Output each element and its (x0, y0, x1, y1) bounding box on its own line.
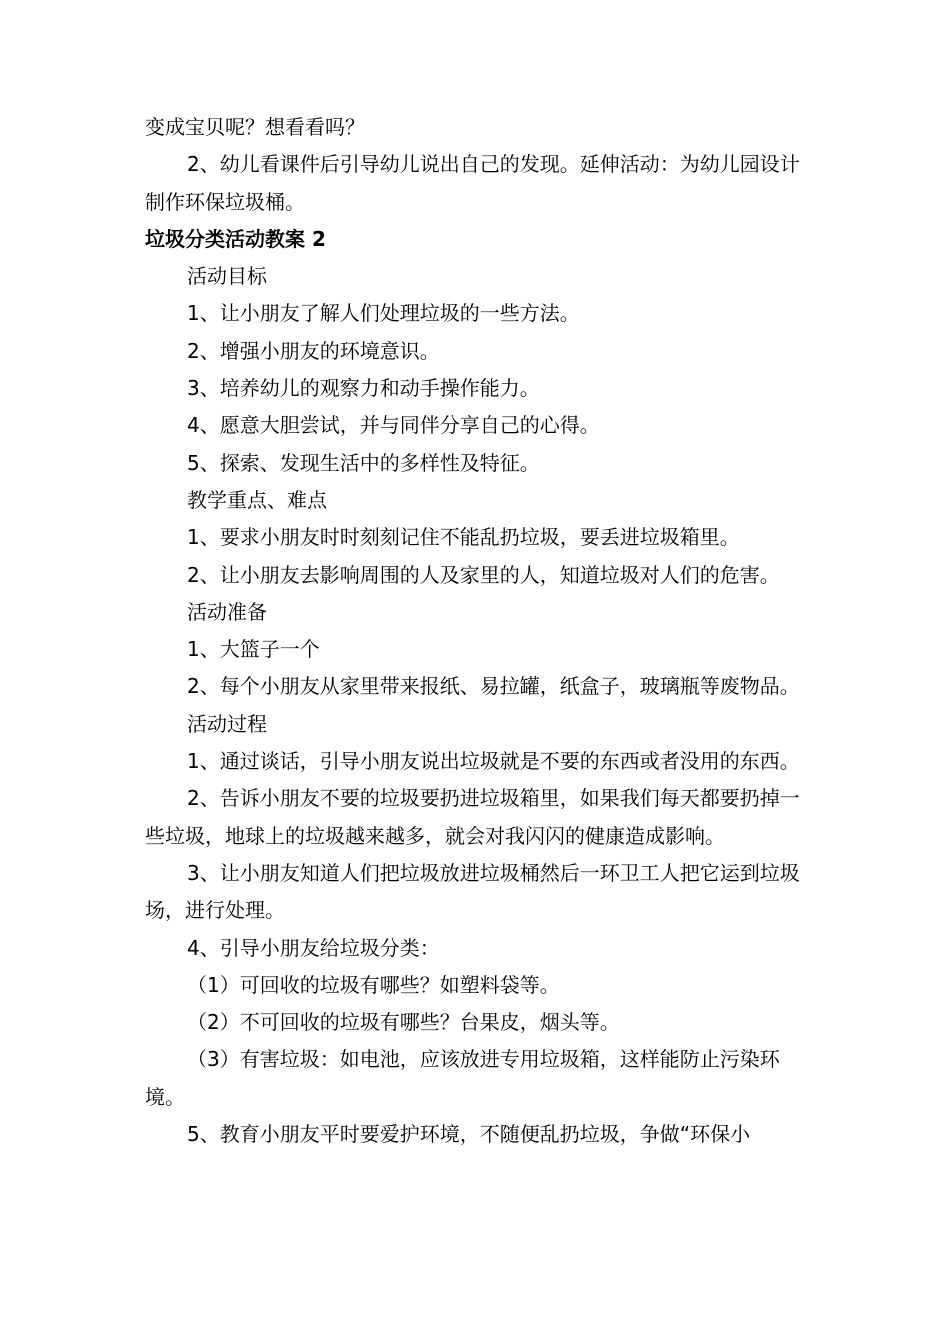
key-point-item: 1、要求小朋友时时刻刻记住不能乱扔垃圾，要丢进垃圾箱里。 (187, 525, 740, 550)
goals-heading: 活动目标 (187, 264, 267, 289)
goal-item: 3、培养幼儿的观察力和动手操作能力。 (187, 376, 540, 401)
paragraph-intro-item-2: 2、幼儿看课件后引导幼儿说出自己的发现。延伸活动：为幼儿园设计制作环保垃圾桶。 (145, 152, 800, 214)
process-subitem: （2）不可回收的垃圾有哪些？台果皮，烟头等。 (187, 1010, 620, 1035)
process-item: 3、让小朋友知道人们把垃圾放进垃圾桶然后一环卫工人把它运到垃圾场，进行处理。 (145, 860, 800, 923)
key-point-item: 2、让小朋友去影响周围的人及家里的人，知道垃圾对人们的危害。 (187, 562, 780, 587)
preparation-heading: 活动准备 (187, 599, 267, 624)
document-body (145, 109, 817, 1153)
process-item: 1、通过谈话，引导小朋友说出垃圾就是不要的东西或者没用的东西。 (187, 749, 800, 774)
goal-item: 1、让小朋友了解人们处理垃圾的一些方法。 (187, 301, 580, 326)
goal-item: 2、增强小朋友的环境意识。 (187, 338, 440, 363)
preparation-item: 1、大篮子一个 (187, 637, 320, 662)
preparation-item: 2、每个小朋友从家里带来报纸、易拉罐，纸盒子，玻璃瓶等废物品。 (187, 674, 800, 699)
key-points-heading: 教学重点、难点 (187, 487, 327, 512)
process-item: 2、告诉小朋友不要的垃圾要扔进垃圾箱里，如果我们每天都要扔掉一些垃圾，地球上的垃圾越来越多，就会对我闪闪的健康造成影响。 (145, 786, 800, 848)
process-subitem: （1）可回收的垃圾有哪些？如塑料袋等。 (187, 972, 560, 997)
goal-item: 5、探索、发现生活中的多样性及特征。 (187, 450, 540, 475)
paragraph-continuation: 变成宝贝呢？想看看吗？ (145, 115, 365, 139)
goal-item: 4、愿意大胆尝试，并与同伴分享自己的心得。 (187, 413, 600, 438)
section-title: 垃圾分类活动教案 2 (145, 226, 326, 251)
process-subitem: （3）有害垃圾：如电池，应该放进专用垃圾箱，这样能防止污染环境。 (145, 1047, 780, 1109)
process-heading: 活动过程 (187, 711, 267, 736)
process-item: 5、教育小朋友平时要爱护环境，不随便乱扔垃圾，争做“环保小 (187, 1122, 751, 1147)
process-item: 4、引导小朋友给垃圾分类： (187, 935, 440, 960)
